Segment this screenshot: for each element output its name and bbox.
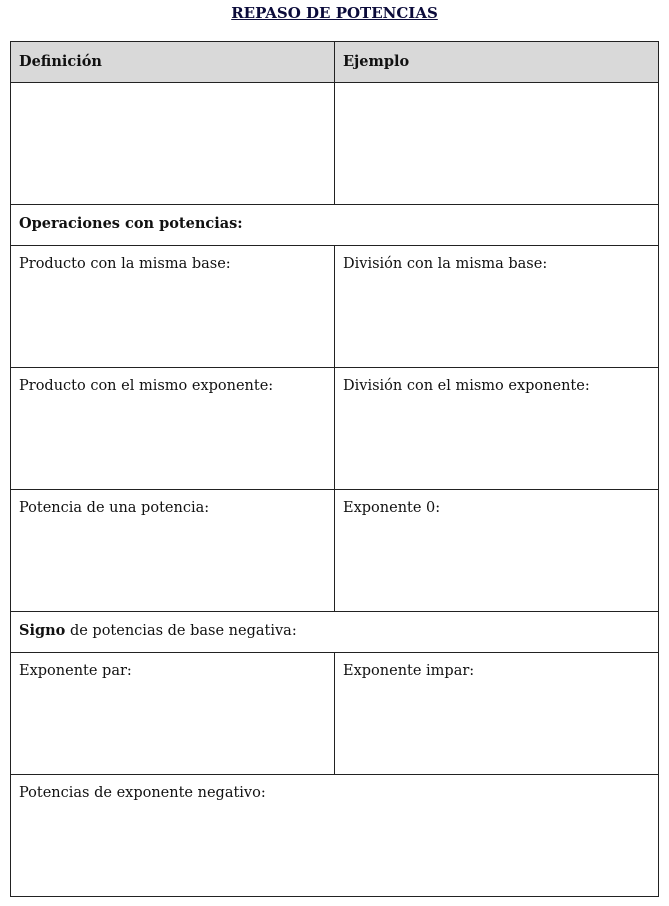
section-row — [11, 205, 659, 246]
table-row — [11, 368, 659, 490]
table-row — [11, 490, 659, 612]
table-cell: Potencias de exponente negativo: — [11, 775, 659, 897]
table-cell: Exponente par: — [11, 653, 335, 775]
table-header-row — [11, 42, 659, 83]
table-cell: Exponente 0: — [335, 490, 659, 612]
header-definicion: Definición — [11, 42, 335, 83]
table-row — [11, 653, 659, 775]
definicion-cell — [11, 83, 335, 205]
table-cell: Producto con la misma base: — [11, 246, 335, 368]
ejemplo-cell — [335, 83, 659, 205]
page-title: REPASO DE POTENCIAS — [231, 4, 438, 22]
table-cell: División con la misma base: — [335, 246, 659, 368]
signo-heading: Signo de potencias de base negativa: — [11, 612, 659, 653]
section-row — [11, 612, 659, 653]
header-ejemplo: Ejemplo — [335, 42, 659, 83]
table-row — [11, 775, 659, 897]
table-row — [11, 246, 659, 368]
table-cell: Producto con el mismo exponente: — [11, 368, 335, 490]
table-cell: Exponente impar: — [335, 653, 659, 775]
review-table — [10, 41, 659, 897]
operaciones-heading: Operaciones con potencias: — [11, 205, 659, 246]
table-cell: División con el mismo exponente: — [335, 368, 659, 490]
table-row — [11, 83, 659, 205]
table-cell: Potencia de una potencia: — [11, 490, 335, 612]
